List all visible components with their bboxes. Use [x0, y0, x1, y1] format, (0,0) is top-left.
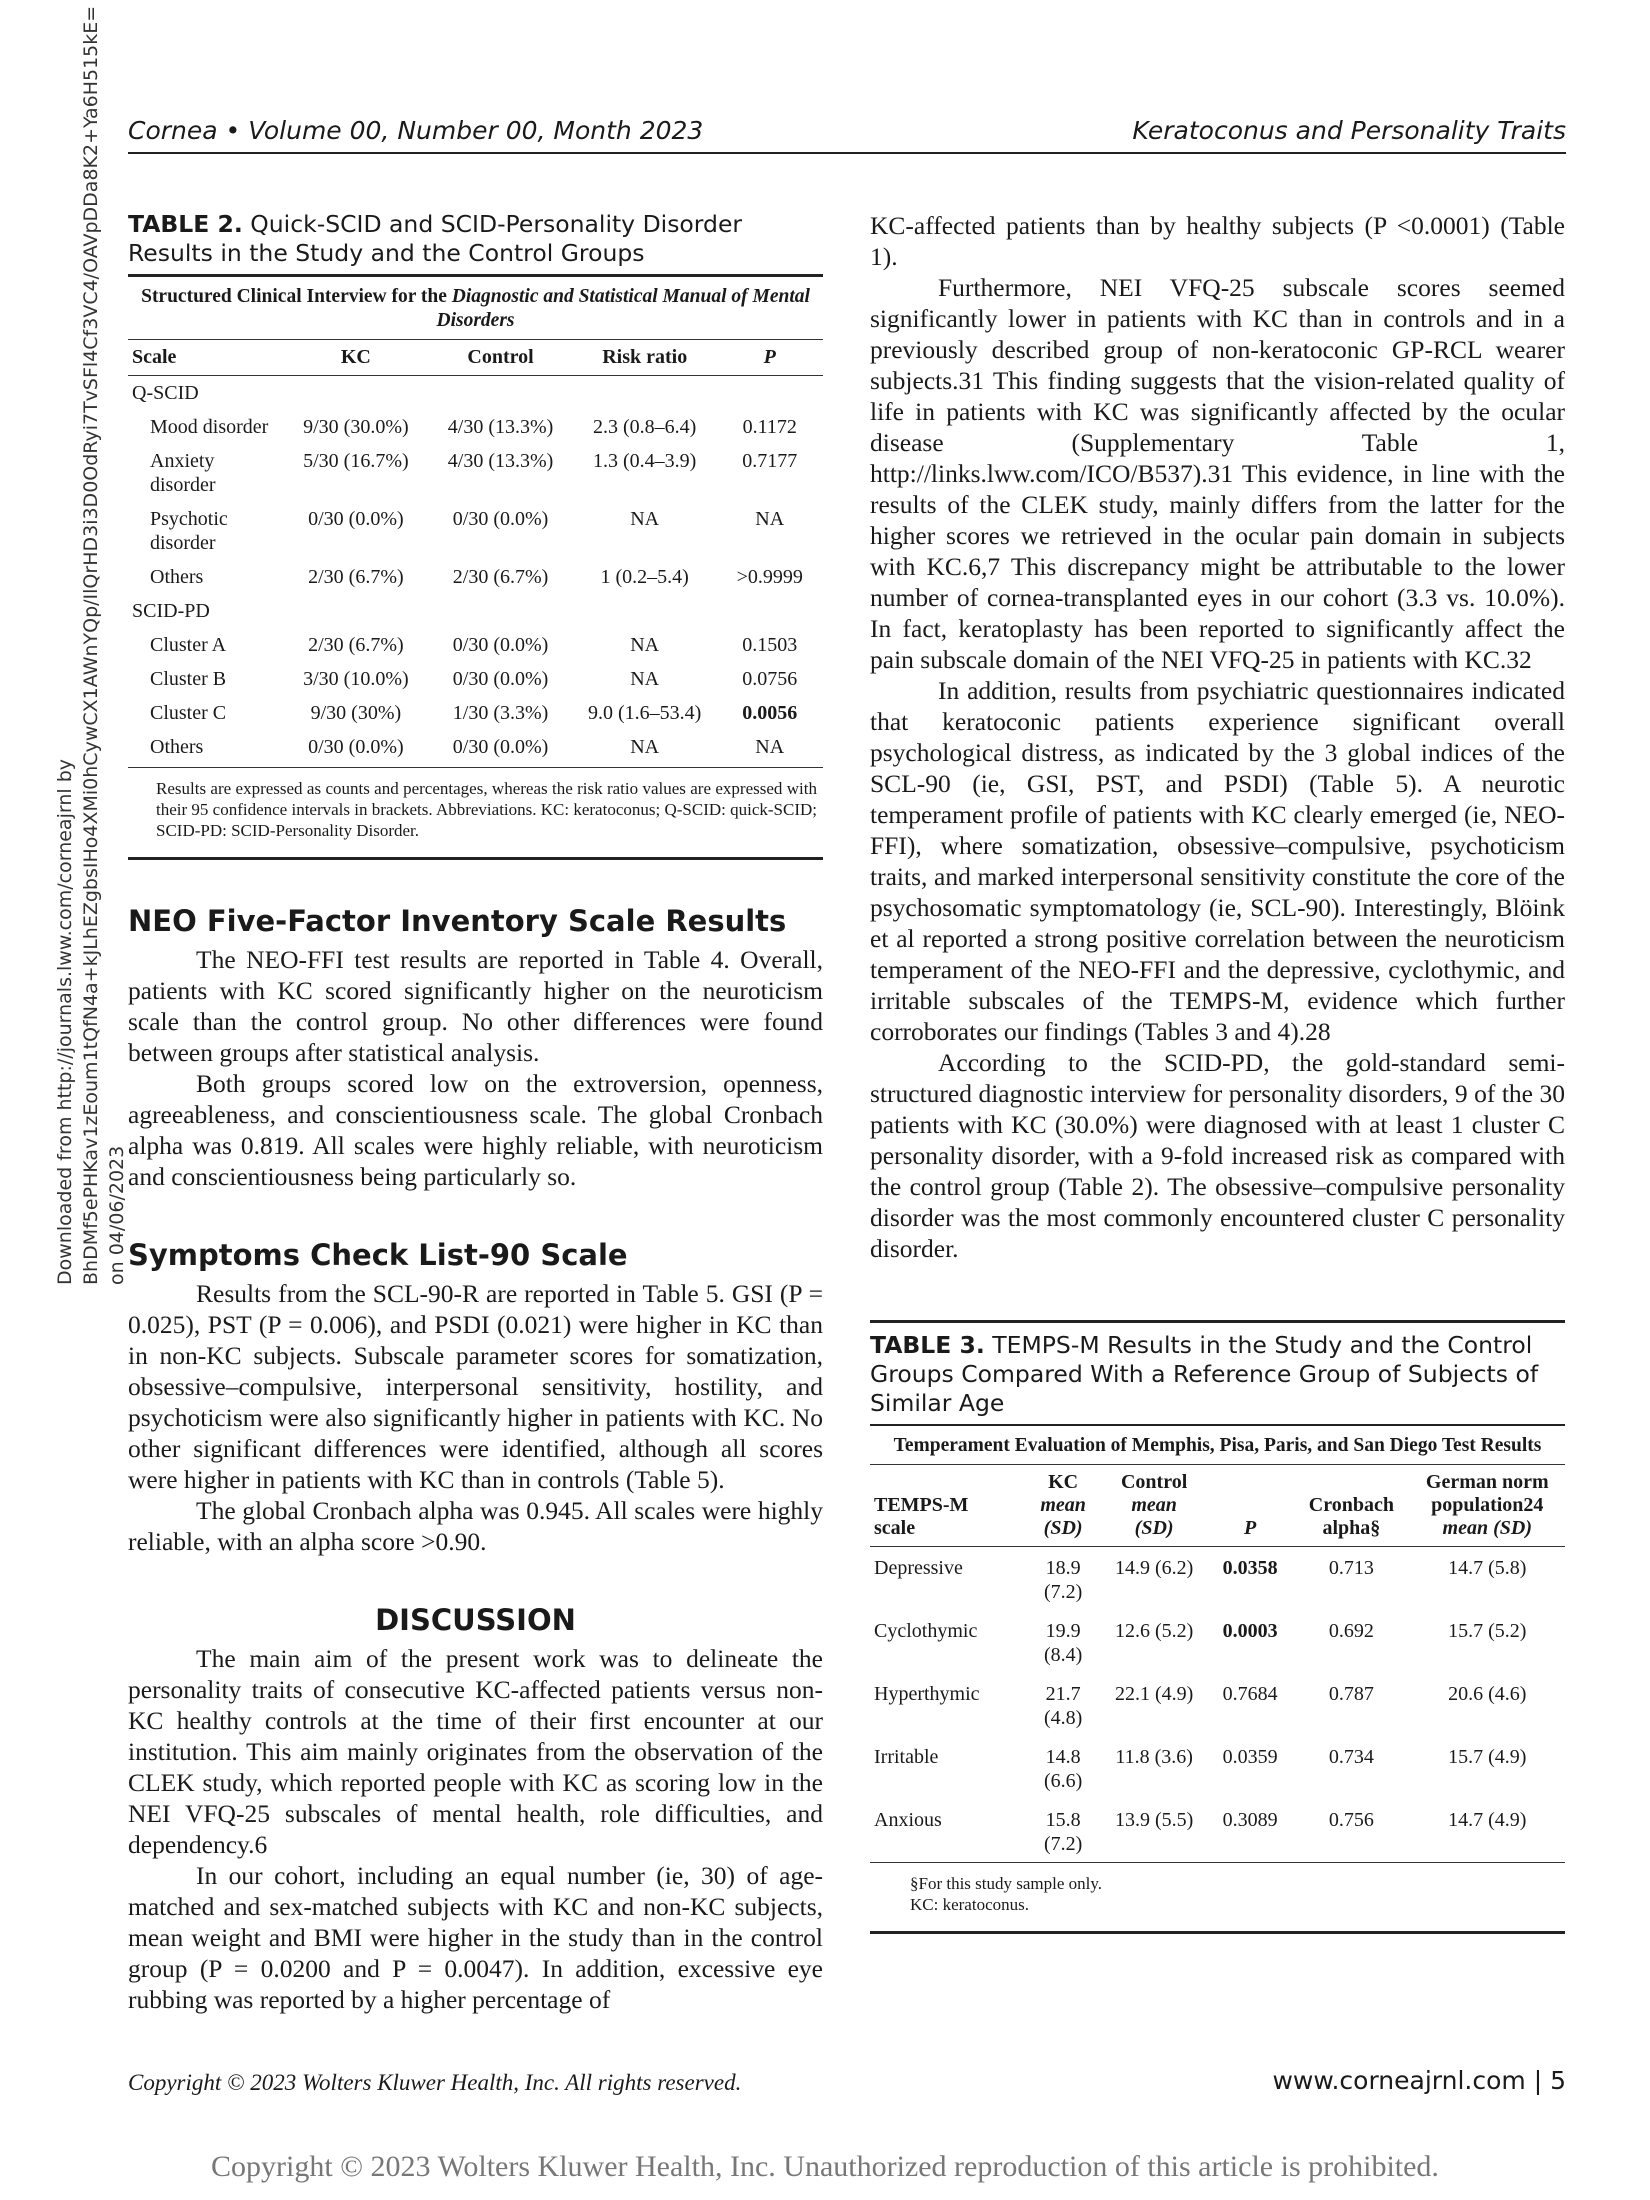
- table3-foot-2: KC: keratoconus.: [910, 1895, 1029, 1914]
- table3-cell-german: 14.7 (4.9): [1448, 1809, 1527, 1831]
- h-ger-1: German norm: [1425, 1471, 1549, 1493]
- table2-cell-control: 0/30 (0.0%): [452, 634, 549, 656]
- running-header-right: Keratoconus and Personality Traits: [1132, 116, 1566, 145]
- header-rule: [128, 152, 1566, 154]
- table2-header-rr: Risk ratio: [573, 340, 717, 376]
- table3-cell-alpha: 0.756: [1328, 1809, 1374, 1831]
- table3-cell-scale: Hyperthymic: [874, 1683, 980, 1705]
- table2-cell-control: 0/30 (0.0%): [452, 508, 549, 530]
- table2-cell-p: >0.9999: [736, 566, 803, 588]
- table3-cell-control: 13.9 (5.5): [1114, 1809, 1194, 1831]
- table2-cell-p: 0.7177: [742, 450, 798, 472]
- table3-cell-german: 20.6 (4.6): [1448, 1683, 1527, 1705]
- table2-cell-scale: Mood disorder: [150, 416, 269, 438]
- h-scale-2: scale: [874, 1517, 916, 1539]
- right-column: [870, 210, 1565, 1934]
- h-kc-2: mean: [1040, 1494, 1086, 1516]
- table2-cell-control: 4/30 (13.3%): [447, 450, 554, 472]
- table2-cell-scale: Others: [150, 566, 204, 588]
- table3-title: [870, 1331, 1565, 1418]
- h-ctrl-3: (SD): [1134, 1517, 1174, 1539]
- table2-cell-rr: 9.0 (1.6–53.4): [588, 702, 702, 724]
- table3-header-p: P: [1207, 1465, 1293, 1547]
- download-notice: Downloaded from http://journals.lww.com/corneajrnl by BhDMf5ePHKav1zEoum1tQfN4a+kJLhEZgbsIHo4XMi0hCywCX1AWnYQp/IlQrHD3i3D0OdRyi7TvSFl4Cf3VC4/OAVpDDa8K2+Ya6H515kE= on 04/06/2023: [54, 5, 128, 1285]
- table3-cell-kc: 18.9 (7.2): [1043, 1557, 1083, 1603]
- table2-cell-scale: Cluster C: [150, 702, 227, 724]
- table2-cell-control: 4/30 (13.3%): [447, 416, 554, 438]
- table2-row: [128, 502, 823, 560]
- bottom-copyright-notice: Copyright © 2023 Wolters Kluwer Health, Inc. Unauthorized reproduction of this article is prohibited.: [211, 2150, 1439, 2183]
- table2-row: [128, 730, 823, 767]
- table2-cell-rr: NA: [630, 634, 660, 656]
- table2-cell-control: 0/30 (0.0%): [452, 668, 549, 690]
- table2-title: [128, 210, 823, 268]
- table2-header-p: P: [716, 340, 823, 376]
- table3-cell-german: 15.7 (4.9): [1448, 1746, 1527, 1768]
- table3-caption: Temperament Evaluation of Memphis, Pisa, Paris, and San Diego Test Results: [870, 1426, 1565, 1465]
- neo-heading: NEO Five-Factor Inventory Scale Results: [128, 904, 787, 938]
- table2-cell-kc: 0/30 (0.0%): [308, 736, 404, 758]
- table3-header-kc: [1025, 1465, 1101, 1547]
- table2-cell-p: 0.1172: [742, 416, 797, 438]
- table2-caption-italic: Diagnostic and Statistical Manual of Mental Disorders: [436, 286, 810, 331]
- table2-row: [128, 628, 823, 662]
- left-column: [128, 210, 823, 2015]
- table3-cell-p: 0.0003: [1222, 1620, 1278, 1642]
- table2-cell-p: 0.0756: [742, 668, 798, 690]
- table2-cell-scale: Psychotic disorder: [150, 508, 228, 554]
- table2-group-label: Q-SCID: [132, 382, 199, 404]
- table2-cell-scale: Others: [150, 736, 204, 758]
- table3-cell-alpha: 0.692: [1328, 1620, 1374, 1642]
- table2-header-control: Control: [428, 340, 573, 376]
- h-kc-3: (SD): [1043, 1517, 1083, 1539]
- table2-cell-rr: 1 (0.2–5.4): [600, 566, 689, 588]
- table2-row: [128, 410, 823, 444]
- table3-cell-scale: Irritable: [874, 1746, 939, 1768]
- neo-paragraph-1: The NEO-FFI test results are reported in Table 4. Overall, patients with KC scored significantly higher on the neuroticism scale than the control group. No other differences were found between groups after statistical analysis.: [128, 945, 823, 1067]
- table3-cell-p: 0.3089: [1222, 1809, 1278, 1831]
- table3-header-control: [1101, 1465, 1207, 1547]
- table2-cell-scale: Cluster A: [150, 634, 227, 656]
- table3-row: [870, 1547, 1565, 1611]
- right-paragraph-1: Furthermore, NEI VFQ-25 subscale scores seemed significantly lower in patients with KC than in controls and in a previously described group of non-keratoconic GP-RCL wearer subjects.31 This finding suggests that the vision-related quality of life in patients with KC was significantly affected by the ocular disease (Supplementary Table 1, http://links.lww.com/ICO/B537).31 This evidence, in line with the results of the CLEK study, mainly differs from the latter for the higher scores we retrieved in the ocular pain domain in subjects with KC.6,7 This discrepancy might be attributable to the lower number of cornea-transplanted eyes in our cohort (3.3 vs. 10.0%). In fact, keratoplasty has been reported to significantly affect the pain subscale domain of the NEI VFQ-25 in patients with KC.32: [870, 273, 1565, 674]
- table2-footnote: Results are expressed as counts and percentages, whereas the risk ratio values are expressed with their 95 confidence intervals in brackets. Abbreviations. KC: keratoconus; Q-SCID: quick-SCID; SCID-PD: SCID-Personality Disorder.: [128, 767, 823, 860]
- h-ctrl-1: Control: [1120, 1471, 1188, 1493]
- discussion-paragraph-2: In our cohort, including an equal number (ie, 30) of age-matched and sex-matched subjects with KC and non-KC subjects, mean weight and BMI were higher in the study than in the control group (P = 0.0200 and P = 0.0047). In addition, excessive eye rubbing was reported by a higher percentage of: [128, 1861, 823, 2014]
- footer-page-info: www.corneajrnl.com | 5: [1272, 2066, 1566, 2095]
- table2-row: [128, 696, 823, 730]
- table2-cell-p: 0.1503: [742, 634, 798, 656]
- table2-cell-kc: 5/30 (16.7%): [303, 450, 409, 472]
- table2-title-text: Quick-SCID and SCID-Personality Disorder Results in the Study and the Control Groups: [128, 210, 743, 267]
- table3-header-cronbach: [1293, 1465, 1409, 1547]
- scl-heading: Symptoms Check List-90 Scale: [128, 1238, 628, 1272]
- table2-caption: [128, 277, 823, 340]
- table2-cell-rr: 2.3 (0.8–6.4): [593, 416, 697, 438]
- table3-cell-alpha: 0.734: [1328, 1746, 1374, 1768]
- table2-grid: [128, 340, 823, 767]
- table2-cell-rr: NA: [630, 508, 660, 530]
- table2-group-label: SCID-PD: [132, 600, 210, 622]
- table2-cell-p: NA: [755, 736, 785, 758]
- table3-cell-kc: 15.8 (7.2): [1043, 1809, 1083, 1855]
- table3-label: TABLE 3.: [870, 1331, 985, 1359]
- table3-cell-control: 12.6 (5.2): [1114, 1620, 1194, 1642]
- table3-row: [870, 1799, 1565, 1862]
- right-paragraph-2: In addition, results from psychiatric questionnaires indicated that keratoconic patients experience significant overall psychological distress, as indicated by the 3 global indices of the SCL-90 (ie, GSI, PST, and PSDI) (Table 5). A neurotic temperament profile of patients with KC clearly emerged (ie, NEO-FFI), where somatization, obsessive–compulsive, psychoticism traits, and marked interpersonal sensitivity constitute the core of the psychosomatic symptomatology (ie, SCL-90). Interestingly, Blöink et al reported a strong positive correlation between the neuroticism temperament of the NEO-FFI and the depressive, cyclothymic, and irritable subscales of the TEMPS-M, evidence which further corroborates our findings (Tables 3 and 4).28: [870, 676, 1565, 1046]
- table2-row: [128, 560, 823, 594]
- table2-cell-p: NA: [755, 508, 785, 530]
- table3-title-text: TEMPS-M Results in the Study and the Control Groups Compared With a Reference Group of Subjects of Similar Age: [870, 1331, 1539, 1417]
- table3-grid: [870, 1465, 1565, 1862]
- neo-paragraph-2: Both groups scored low on the extroversion, openness, agreeableness, and conscientiousness scale. The global Cronbach alpha was 0.819. All scales were highly reliable, with neuroticism and conscientiousness being particularly so.: [128, 1069, 823, 1191]
- table2-cell-control: 2/30 (6.7%): [452, 566, 549, 588]
- table2-cell-control: 0/30 (0.0%): [452, 736, 549, 758]
- table3-foot-1: §For this study sample only.: [910, 1874, 1103, 1893]
- table2-group-row: [128, 594, 823, 628]
- table3-cell-german: 15.7 (5.2): [1448, 1620, 1527, 1642]
- h-ger-3: mean (SD): [1442, 1517, 1532, 1539]
- table2: [128, 210, 823, 860]
- footer-copyright: Copyright © 2023 Wolters Kluwer Health, Inc. All rights reserved.: [128, 2070, 742, 2095]
- table3-footnote: [870, 1862, 1565, 1934]
- table2-header-row: [128, 340, 823, 376]
- table3: [870, 1320, 1565, 1934]
- table3-top-rule: [870, 1320, 1565, 1323]
- discussion-heading: DISCUSSION: [375, 1603, 576, 1637]
- h-scale-1: TEMPS-M: [874, 1494, 969, 1516]
- h-kc-1: KC: [1048, 1471, 1079, 1493]
- table3-row: [870, 1610, 1565, 1673]
- table2-caption-prefix: Structured Clinical Interview for the: [141, 286, 452, 307]
- table2-cell-scale: Cluster B: [150, 668, 227, 690]
- table2-cell-kc: 2/30 (6.7%): [308, 566, 404, 588]
- table3-cell-kc: 14.8 (6.6): [1043, 1746, 1083, 1792]
- table2-cell-kc: 9/30 (30%): [310, 702, 402, 724]
- table3-cell-scale: Cyclothymic: [874, 1620, 978, 1642]
- table2-cell-rr: NA: [630, 668, 660, 690]
- table3-cell-german: 14.7 (5.8): [1448, 1557, 1527, 1579]
- table2-row: [128, 662, 823, 696]
- table3-cell-scale: Anxious: [874, 1809, 942, 1831]
- h-ctrl-2: mean: [1131, 1494, 1177, 1516]
- table2-row: [128, 444, 823, 502]
- table3-cell-alpha: 0.713: [1328, 1557, 1374, 1579]
- discussion-paragraph-1: The main aim of the present work was to delineate the personality traits of consecutive KC-affected patients versus non-KC healthy controls at the time of their first encounter at our institution. This aim mainly originates from the observation of the CLEK study, which reported people with KC as scoring low in the NEI VFQ-25 subscales of mental health, role difficulties, and dependency.6: [128, 1644, 823, 1859]
- table2-cell-rr: 1.3 (0.4–3.9): [593, 450, 697, 472]
- table2-cell-kc: 3/30 (10.0%): [303, 668, 409, 690]
- table3-header-scale: [870, 1465, 1025, 1547]
- table3-cell-control: 22.1 (4.9): [1114, 1683, 1194, 1705]
- running-header-left: Cornea • Volume 00, Number 00, Month 2023: [128, 116, 704, 145]
- table3-row: [870, 1736, 1565, 1799]
- table3-cell-control: 14.9 (6.2): [1114, 1557, 1194, 1579]
- table2-cell-kc: 2/30 (6.7%): [308, 634, 404, 656]
- h-cron-1: Cronbach: [1308, 1494, 1394, 1516]
- scl-paragraph-1: Results from the SCL-90-R are reported in Table 5. GSI (P = 0.025), PST (P = 0.006), and PSDI (0.021) were higher in KC than in non-KC subjects. Subscale parameter scores for somatization, obsessive–compulsive, interpersonal sensitivity, hostility, and psychoticism were also significantly higher in patients with KC. No other significant differences were identified, although all scores were higher in patients with KC than in controls (Table 5).: [128, 1279, 823, 1494]
- table3-row: [870, 1673, 1565, 1736]
- scl-paragraph-2: The global Cronbach alpha was 0.945. All scales were highly reliable, with an alpha score >0.90.: [128, 1496, 823, 1556]
- table2-cell-kc: 0/30 (0.0%): [308, 508, 404, 530]
- table2-cell-kc: 9/30 (30.0%): [303, 416, 409, 438]
- table2-group-row: [128, 376, 823, 411]
- table2-cell-rr: NA: [630, 736, 660, 758]
- table3-cell-kc: 19.9 (8.4): [1043, 1620, 1083, 1666]
- table2-cell-p: 0.0056: [742, 702, 798, 724]
- table2-label: TABLE 2.: [128, 210, 243, 238]
- table3-header-row: [870, 1465, 1565, 1547]
- table3-cell-alpha: 0.787: [1328, 1683, 1374, 1705]
- table3-cell-scale: Depressive: [874, 1557, 963, 1579]
- table2-cell-control: 1/30 (3.3%): [452, 702, 549, 724]
- table3-cell-p: 0.7684: [1222, 1683, 1278, 1705]
- table3-cell-p: 0.0359: [1222, 1746, 1278, 1768]
- h-cron-2: alpha§: [1322, 1517, 1381, 1539]
- table2-header-kc: KC: [284, 340, 429, 376]
- h-ger-2: population24: [1431, 1494, 1544, 1516]
- table3-header-german: [1410, 1465, 1565, 1547]
- right-paragraph-3: According to the SCID-PD, the gold-standard semi-structured diagnostic interview for personality disorders, 9 of the 30 patients with KC (30.0%) were diagnosed with at least 1 cluster C personality disorder, with a 9-fold increased risk as compared with the control group (Table 2). The obsessive–compulsive personality disorder was the most commonly encountered cluster C personality disorder.: [870, 1048, 1565, 1263]
- table3-cell-p: 0.0358: [1222, 1557, 1278, 1579]
- table2-header-scale: Scale: [128, 340, 284, 376]
- table2-cell-scale: Anxiety disorder: [150, 450, 216, 496]
- table3-cell-control: 11.8 (3.6): [1115, 1746, 1193, 1768]
- right-paragraph-0: KC-affected patients than by healthy subjects (P <0.0001) (Table 1).: [870, 211, 1565, 271]
- table3-cell-kc: 21.7 (4.8): [1043, 1683, 1083, 1729]
